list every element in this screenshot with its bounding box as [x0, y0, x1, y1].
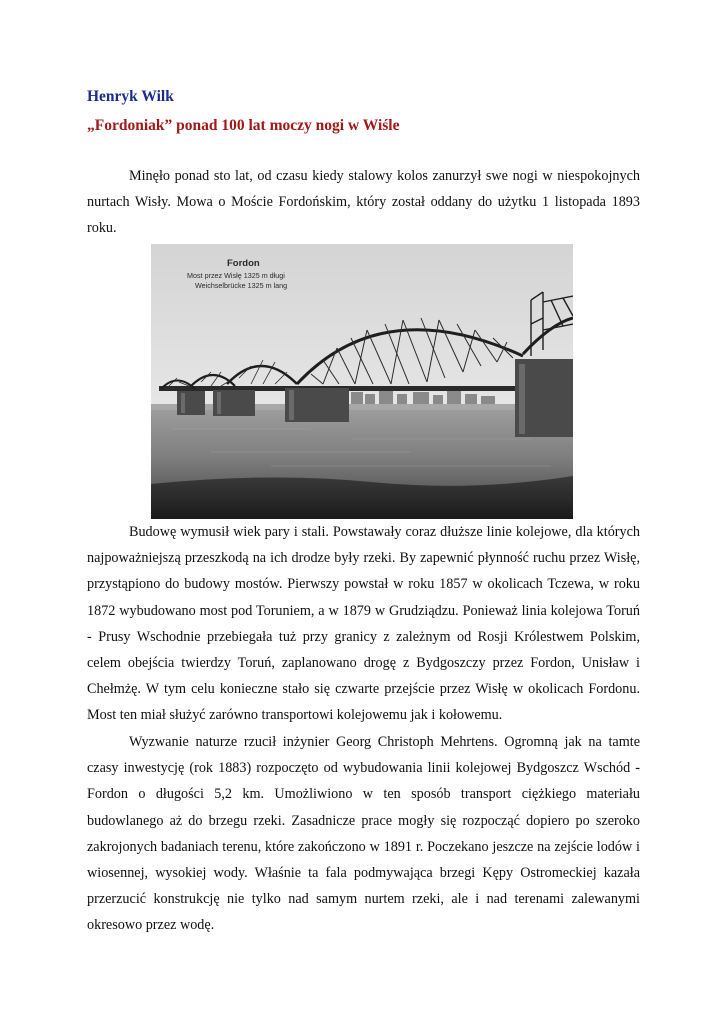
photo-caption-de: Weichselbrücke 1325 m lang — [195, 281, 288, 290]
photo-caption-place: Fordon — [227, 258, 260, 269]
article-title: „Fordoniak” ponad 100 lat moczy nogi w Wiśle — [87, 117, 400, 134]
paragraph-intro: Minęło ponad sto lat, od czasu kiedy stalowy kolos zanurzył swe nogi w niespokojnych nurtach Wisły. Mowa o Moście Fordońskim, który został oddany do użytku 1 listopada 1893 roku. — [87, 168, 640, 237]
author-name: Henryk Wilk — [87, 88, 174, 105]
bridge-photo — [151, 244, 573, 519]
photo-caption-pl: Most przez Wisłę 1325 m długi — [187, 271, 285, 280]
paragraph-construction: Wyzwanie naturze rzucił inżynier Georg Christoph Mehrtens. Ogromną jak na tamte czasy inwestycję (rok 1883) rozpoczęto od wybudowania linii kolejowej Bydgoszcz Wschód - Fordon o długości 5,2 km. Umożliwiono w ten sposób transport ciężkiego materiału budowlanego aż do brzegu rzeki. Zasadnicze prace mogły się rozpocząć dopiero po szeroko zakrojonych badaniach terenu, które zakończono w 1891 r. Poczekano jeszcze na zejście lodów i wiosennej, wysokiej wody. Właśnie ta fala podmywająca brzegi Kępy Ostromeckiej kazała przerzucić konstrukcję nie tylko nad samym nurtem rzeki, ale i nad terenami zalewanymi okresowo przez wodę. — [87, 734, 640, 934]
paragraph-history: Budowę wymusił wiek pary i stali. Powstawały coraz dłuższe linie kolejowe, dla których najpoważniejszą przeszkodą na ich drodze były rzeki. By zapewnić płynność ruchu przez Wisłę, przystąpiono do budowy mostów. Pierwszy powstał w roku 1857 w okolicach Tczewa, w roku 1872 wybudowano most pod Toruniem, a w 1879 w Grudziądzu. Ponieważ linia kolejowa Toruń - Prusy Wschodnie przebiegała tuż przy granicy z zależnym od Rosji Królestwem Polskim, celem obejścia twierdzy Toruń, zaplanowano drogę z Bydgoszczy przez Fordon, Unisław i Chełmżę. W tym celu konieczne stało się czwarte przejście przez Wisłę w okolicach Fordonu. Most ten miał służyć zarówno transportowi kolejowemu jak i kołowemu. — [87, 524, 640, 724]
